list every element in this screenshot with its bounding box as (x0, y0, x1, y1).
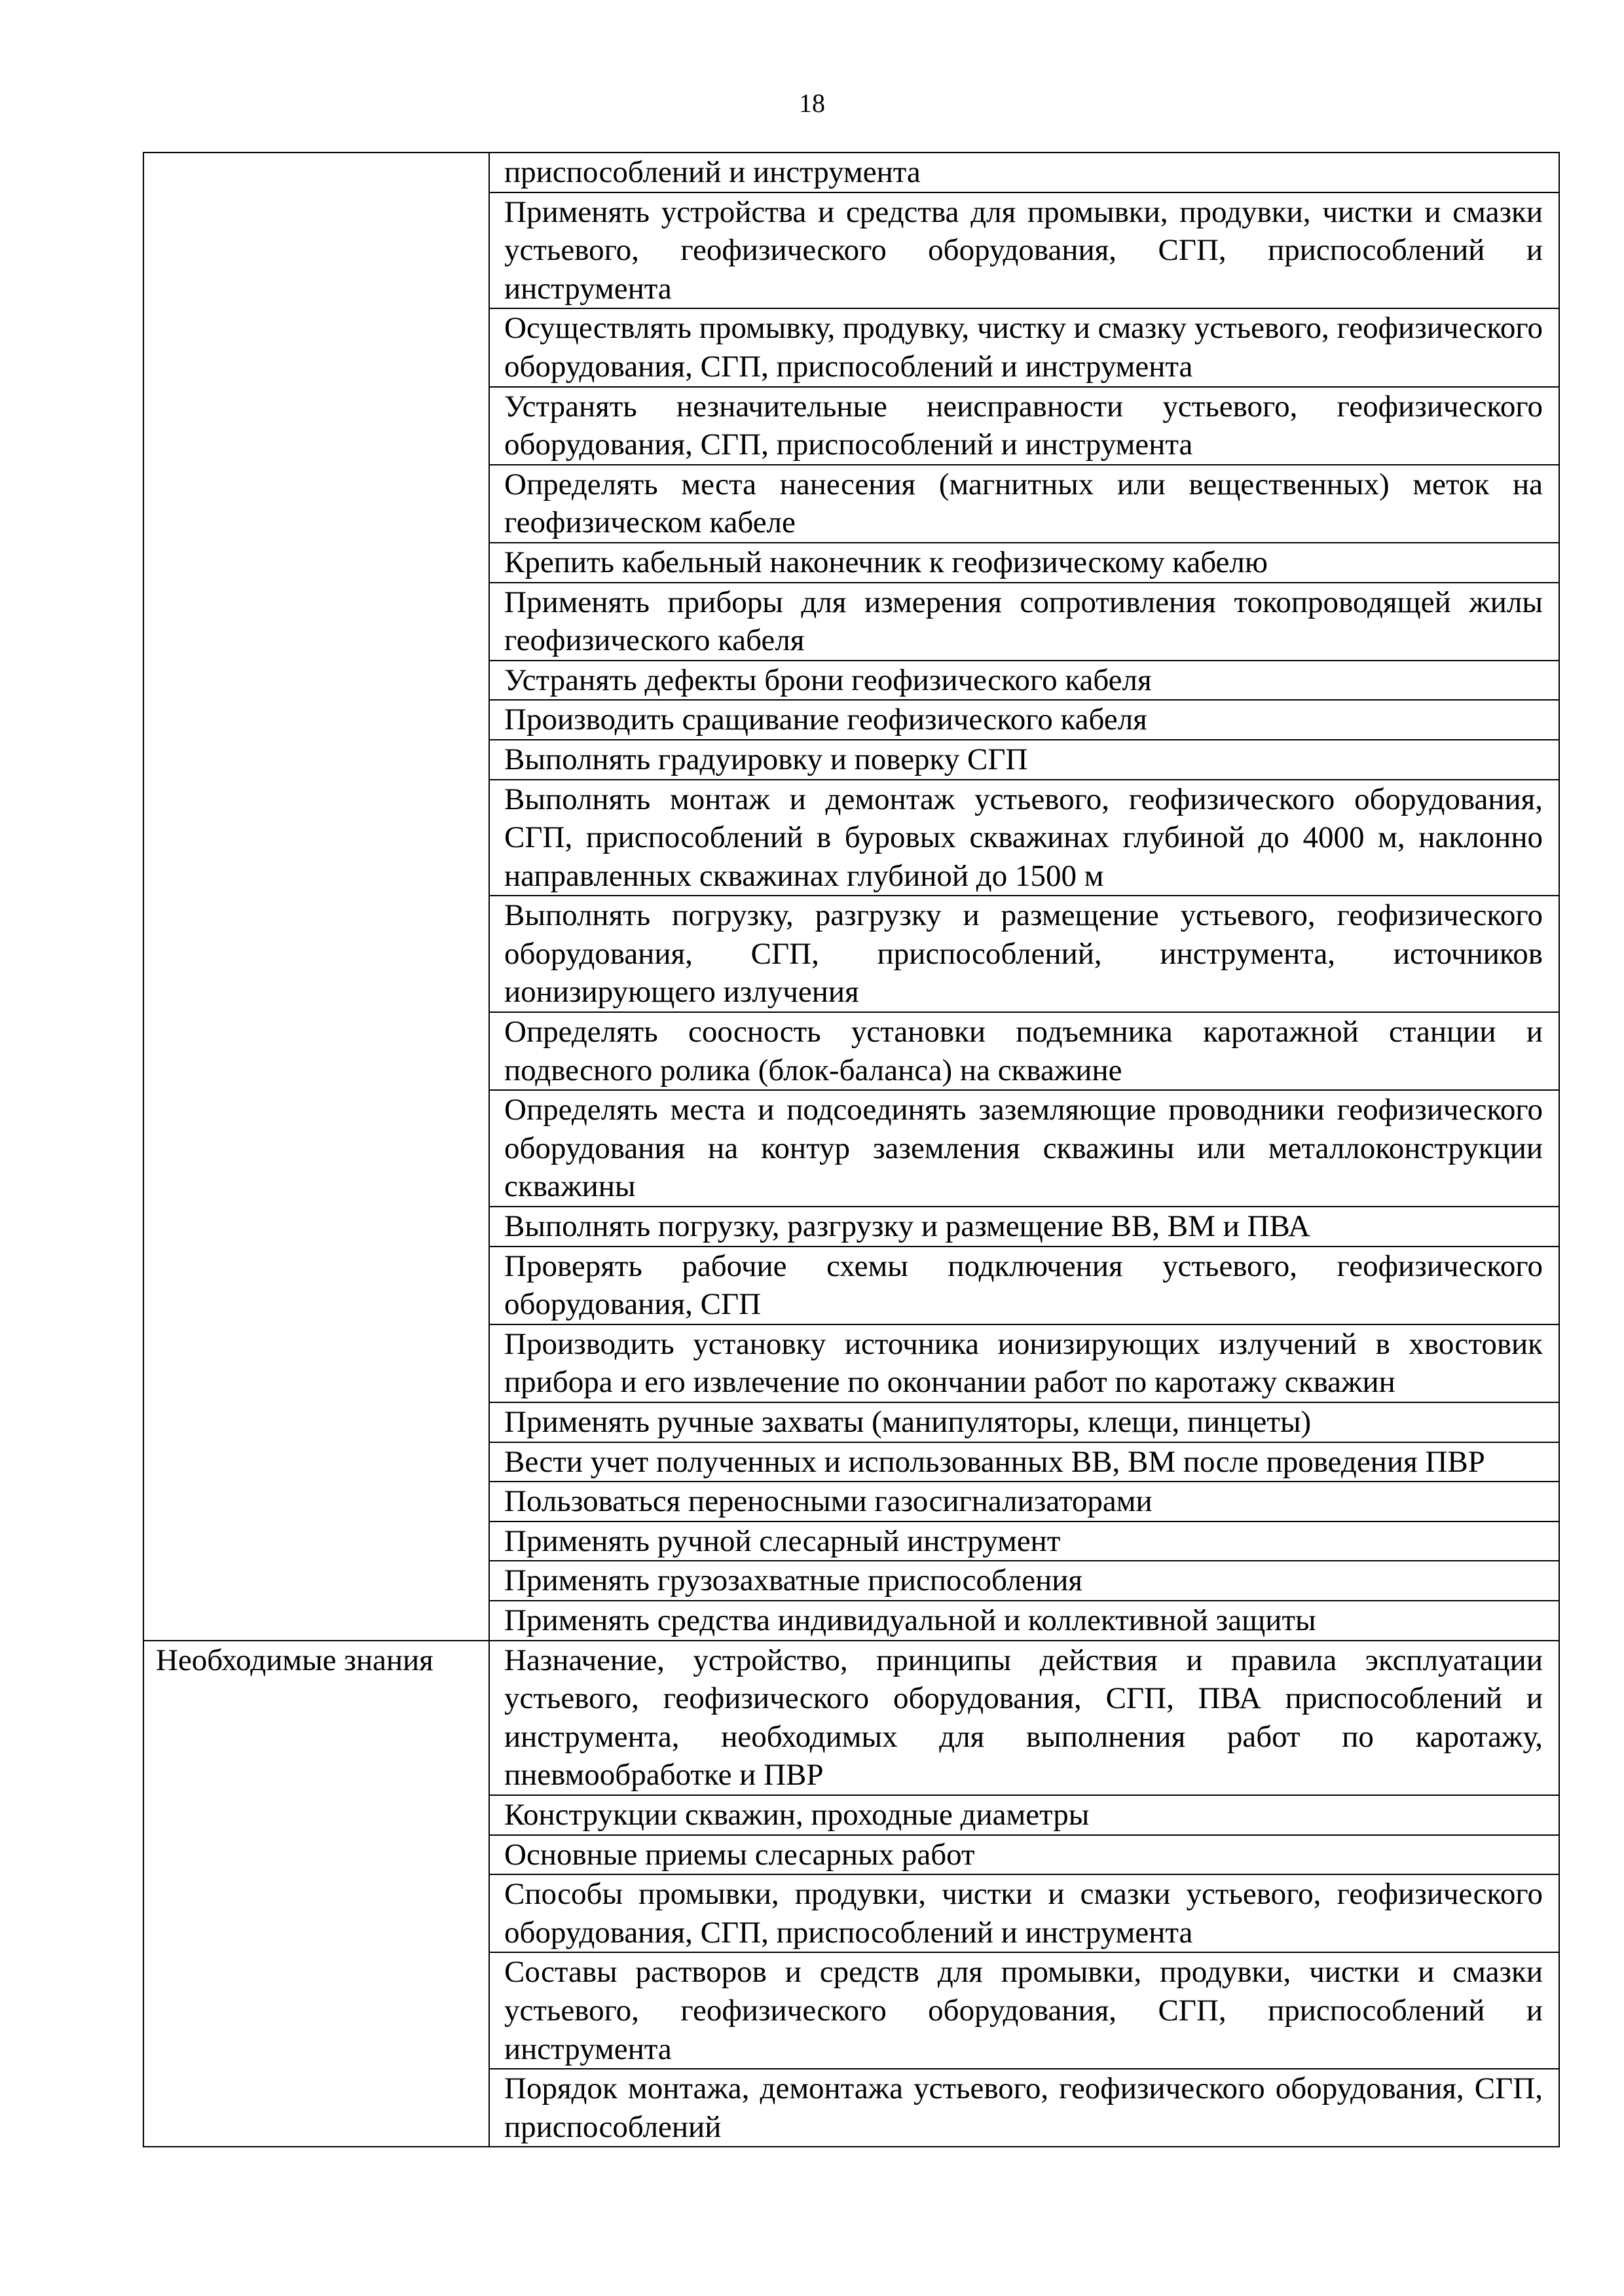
item-cell (489, 1835, 1559, 1875)
item-text: Проверять рабочие схемы подключения устьевого, геофизического оборудования, СГП (504, 1248, 1543, 1322)
table-body (143, 153, 1559, 2147)
item-text: Выполнять погрузку, разгрузку и размещение устьевого, геофизического оборудования, СГП, приспособлений, инструмента, источников ионизирующего излучения (504, 898, 1543, 1010)
item-cell (489, 896, 1559, 1012)
item-text: Вести учет полученных и использованных ВВ, ВМ после проведения ПВР (504, 1444, 1485, 1479)
item-cell (489, 1402, 1559, 1442)
item-cell (489, 1795, 1559, 1835)
item-text: Способы промывки, продувки, чистки и смазки устьевого, геофизического оборудования, СГП, приспособлений и инструмента (504, 1877, 1543, 1950)
item-cell (489, 1874, 1559, 1952)
item-text: Применять грузозахватные приспособления (504, 1563, 1082, 1598)
table-row (143, 1641, 1559, 1795)
item-text: Крепить кабельный наконечник к геофизическому кабелю (504, 545, 1268, 579)
item-text: Порядок монтажа, демонтажа устьевого, геофизического оборудования, СГП, приспособлений (504, 2071, 1543, 2144)
item-cell (489, 543, 1559, 583)
item-text: Определять соосность установки подъемника каротажной станции и подвесного ролика (блок-баланса) на скважине (504, 1015, 1543, 1087)
section-label-cell (143, 153, 489, 1641)
item-cell (489, 153, 1559, 192)
item-text: Устранять незначительные неисправности устьевого, геофизического оборудования, СГП, приспособлений и инструмента (504, 389, 1543, 462)
item-cell (489, 661, 1559, 701)
item-cell (489, 740, 1559, 780)
competency-table (143, 152, 1560, 2147)
item-cell (489, 1207, 1559, 1247)
item-cell (489, 1482, 1559, 1522)
item-cell (489, 1641, 1559, 1795)
section-label: Необходимые знания (156, 1643, 434, 1677)
item-text: Осуществлять промывку, продувку, чистку и смазку устьевого, геофизического оборудования, СГП, приспособлений и инструмента (504, 311, 1543, 384)
item-text: Применять ручные захваты (манипуляторы, клещи, пинцеты) (504, 1405, 1312, 1439)
item-cell (489, 387, 1559, 465)
item-cell (489, 465, 1559, 543)
item-text: Конструкции скважин, проходные диаметры (504, 1797, 1090, 1832)
item-cell (489, 1247, 1559, 1324)
item-cell (489, 1012, 1559, 1090)
item-cell (489, 1442, 1559, 1482)
section-label-cell (143, 1641, 489, 2147)
item-text: Определять места и подсоединять заземляющие проводники геофизического оборудования на контур заземления скважины или металлоконструкции скважины (504, 1093, 1543, 1204)
item-text: Определять места нанесения (магнитных или вещественных) меток на геофизическом кабеле (504, 467, 1543, 540)
item-text: Назначение, устройство, принципы действия и правила эксплуатации устьевого, геофизического оборудования, СГП, ПВА приспособлений и инструмента, необходимых для выполнения работ по каротажу, пневмообработке и ПВР (504, 1643, 1543, 1793)
item-cell (489, 583, 1559, 661)
page-number: 18 (799, 88, 825, 118)
item-cell (489, 1952, 1559, 2069)
item-text: Выполнять погрузку, разгрузку и размещение ВВ, ВМ и ПВА (504, 1209, 1310, 1244)
item-text: Пользоваться переносными газосигнализаторами (504, 1484, 1153, 1519)
item-text: Устранять дефекты брони геофизического кабеля (504, 663, 1152, 697)
item-text: Производить сращивание геофизического кабеля (504, 702, 1147, 737)
item-cell (489, 700, 1559, 740)
item-cell (489, 308, 1559, 386)
item-cell (489, 1561, 1559, 1601)
item-cell (489, 1522, 1559, 1561)
item-text: Применять приборы для измерения сопротивления токопроводящей жилы геофизического кабеля (504, 585, 1543, 658)
item-text: Производить установку источника ионизирующих излучений в хвостовик прибора и его извлечение по окончании работ по каротажу скважин (504, 1326, 1543, 1400)
item-cell (489, 780, 1559, 896)
item-text: Выполнять монтаж и демонтаж устьевого, геофизического оборудования, СГП, приспособлений в буровых скважинах глубиной до 4000 м, наклонно направленных скважинах глубиной до 1500 м (504, 782, 1543, 893)
item-text: приспособлений и инструмента (504, 155, 921, 189)
item-cell (489, 1090, 1559, 1207)
item-text: Составы растворов и средств для промывки, продувки, чистки и смазки устьевого, геофизического оборудования, СГП, приспособлений и инструмента (504, 1955, 1543, 2066)
item-text: Основные приемы слесарных работ (504, 1837, 975, 1872)
item-text: Применять ручной слесарный инструмент (504, 1523, 1061, 1558)
item-cell (489, 192, 1559, 309)
item-text: Применять устройства и средства для промывки, продувки, чистки и смазки устьевого, геофизического оборудования, СГП, приспособлений и инструмента (504, 194, 1543, 306)
item-text: Применять средства индивидуальной и коллективной защиты (504, 1603, 1316, 1637)
item-cell (489, 1324, 1559, 1402)
item-text: Выполнять градуировку и поверку СГП (504, 742, 1028, 776)
item-cell (489, 1601, 1559, 1641)
table-row (143, 153, 1559, 192)
item-cell (489, 2069, 1559, 2147)
